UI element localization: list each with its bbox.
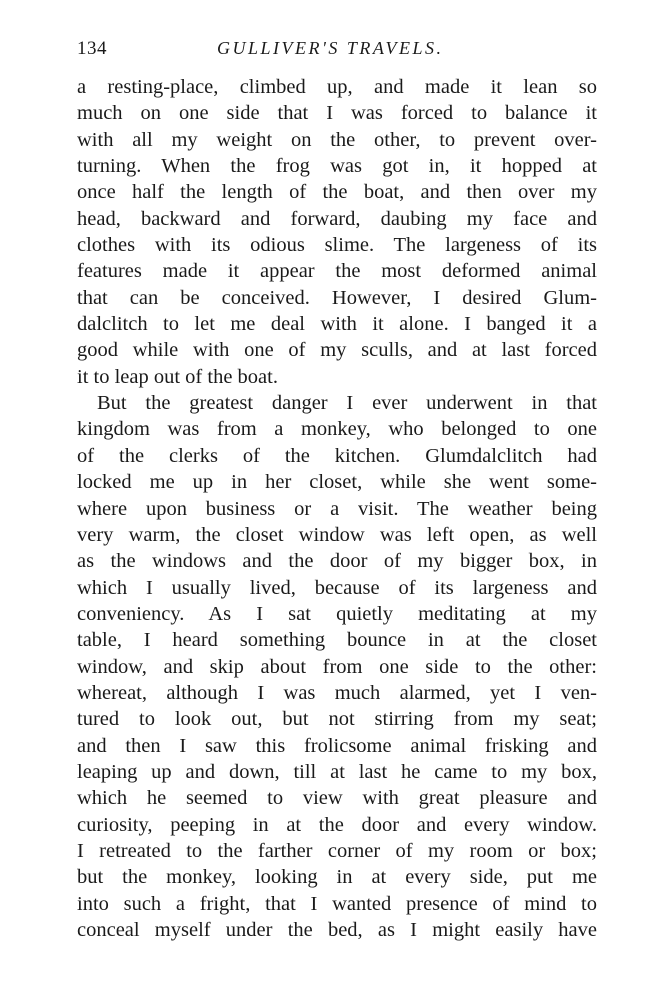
text-line: clothes with its odious slime. The largeness of its [77,234,597,257]
text-line: a resting-place, climbed up, and made it lean so [77,76,597,98]
text-line: as the windows and the door of my bigger box, in [77,550,597,573]
text-line: where upon business or a visit. The weather being [77,497,597,520]
page-header [77,38,597,62]
text-line: kingdom was from a monkey, who belonged to one [77,418,597,441]
text-line: with all my weight on the other, to prevent over- [77,128,597,151]
running-head: GULLIVER'S TRAVELS. [217,38,444,58]
text-line: head, backward and forward, daubing my face and [77,207,597,230]
text-line: which he seemed to view with great pleasure and [77,787,597,810]
text-line: which I usually lived, because of its largeness and [77,576,597,599]
text-line: curiosity, peeping in at the door and every window. [77,813,597,836]
text-line: good while with one of my sculls, and at last forced [77,339,597,362]
text-line: into such a fright, that I wanted presence of mind to [77,892,597,915]
text-line: conceal myself under the bed, as I might easily have [77,919,597,941]
text-line: window, and skip about from one side to the other: [77,655,597,678]
text-line: dalclitch to let me deal with it alone. I banged it a [77,313,597,336]
paragraph-1 [77,74,597,390]
text-line: features made it appear the most deformed animal [77,260,597,283]
text-line: I retreated to the farther corner of my room or box; [77,839,597,862]
text-line: it to leap out of the boat. [77,365,278,388]
text-line: very warm, the closet window was left open, as well [77,523,597,546]
text-line: much on one side that I was forced to balance it [77,102,597,125]
text-line: table, I heard something bounce in at the closet [77,629,597,652]
page-number: 134 [77,38,107,59]
text-line: locked me up in her closet, while she went some- [77,471,597,494]
text-line: once half the length of the boat, and then over my [77,181,597,204]
text-line: of the clerks of the kitchen. Glumdalclitch had [77,444,597,467]
text-line: leaping up and down, till at last he came to my box, [77,760,597,783]
text-line: tured to look out, but not stirring from my seat; [77,708,597,731]
text-line: conveniency. As I sat quietly meditating at my [77,602,597,625]
text-line: turning. When the frog was got in, it hopped at [77,155,597,178]
text-line: But the greatest danger I ever underwent in that [97,392,597,415]
text-line: but the monkey, looking in at every side, put me [77,866,597,889]
text-line: that can be conceived. However, I desired Glum- [77,286,597,309]
text-line: whereat, although I was much alarmed, yet I ven- [77,681,597,704]
text-line: and then I saw this frolicsome animal frisking and [77,734,597,757]
body-text [77,74,597,943]
paragraph-2 [77,390,597,943]
